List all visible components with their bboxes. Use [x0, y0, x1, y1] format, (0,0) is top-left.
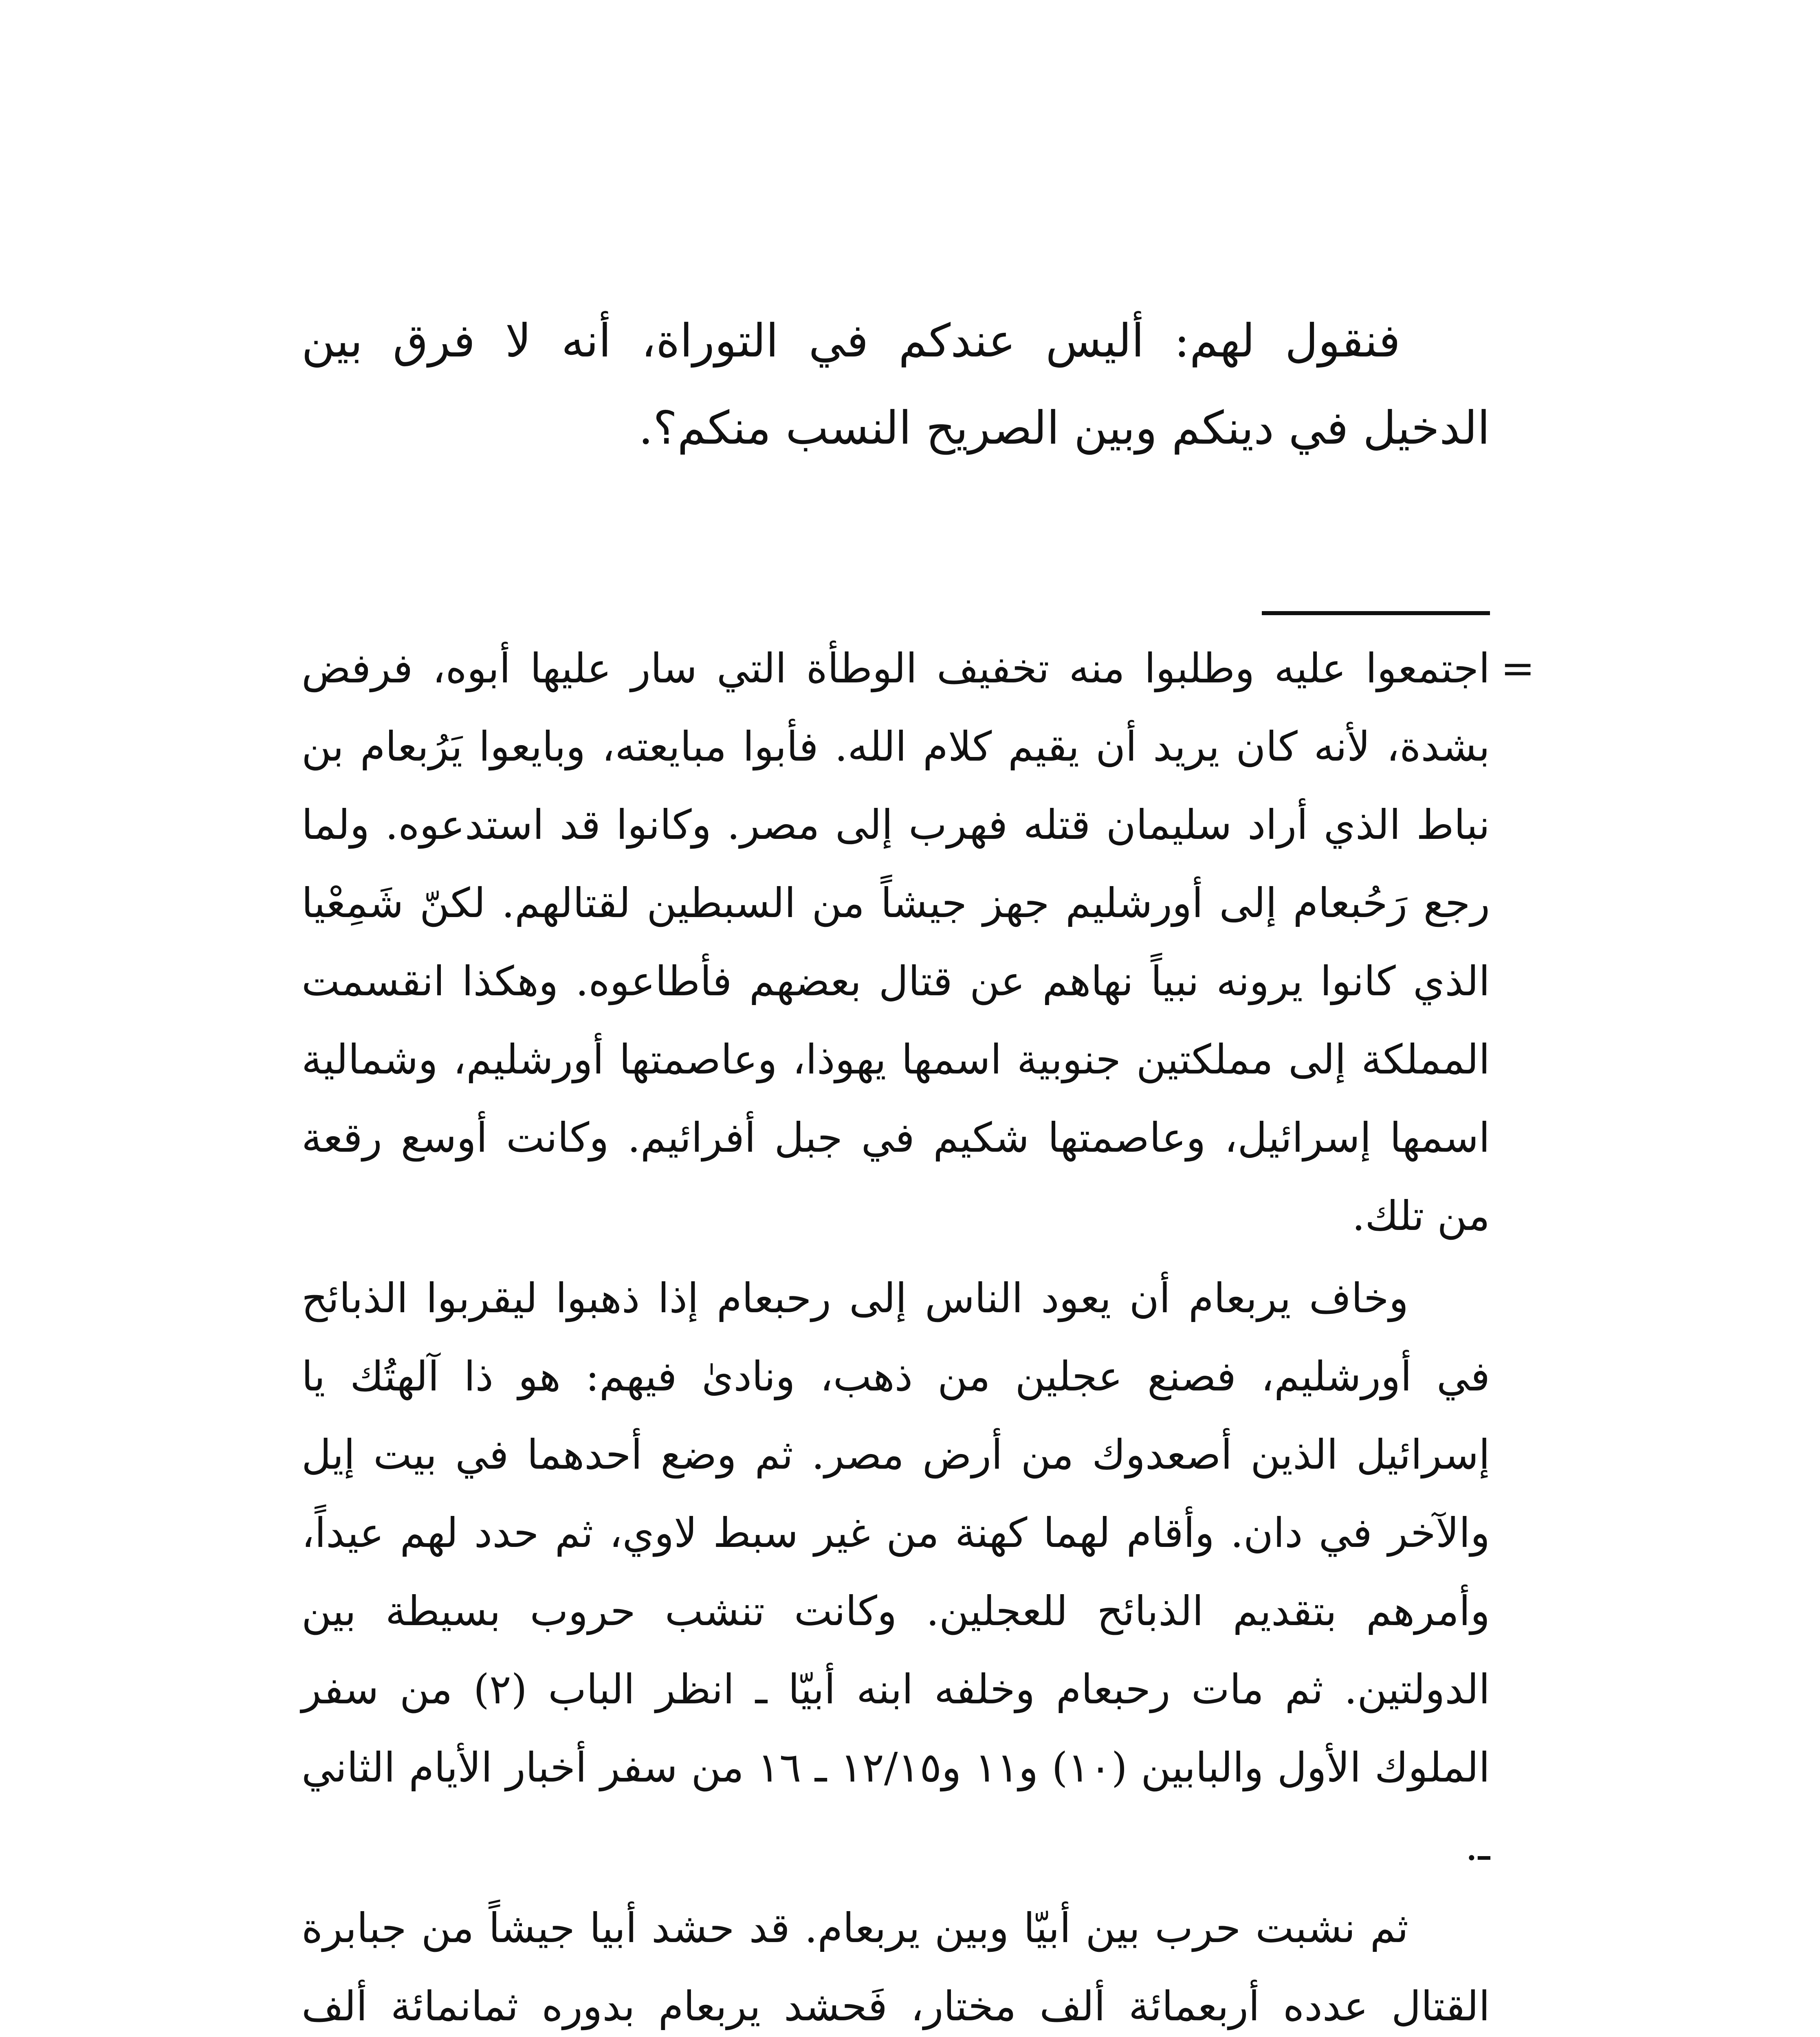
footnote-separator: [1262, 611, 1490, 615]
main-paragraph: فنقول لهم: أليس عندكم في التوراة، أنه لا فرق بين الدخيل في دينكم وبين الصريح النسب منكم؟.: [301, 315, 1490, 455]
footnote-paragraph-3: ثم نشبت حرب بين أبيّا وبين يربعام. قد حشد أبيا جيشاً من جبابرة القتال عدده أربعمائة ألف مختار، فَحشد يربعام بدوره ثمانمائة ألف: [301, 1904, 1490, 2030]
footnote-paragraph-2: وخاف يربعام أن يعود الناس إلى رحبعام إذا ذهبوا ليقربوا الذبائح في أورشليم، فصنع عجلين من ذهب، ونادىٰ فيهم: هو ذا آلهتُك يا إسرائيل الذين أصعدوك من أرض مصر. ثم وضع أحدهما في بيت إيل والآخر في دان. وأقام لهما كهنة من غير سبط لاوي، ثم حدد لهم عيداً، وأمرهم بتقديم الذبائح للعجلين. وكانت تنشب حروب بسيطة بين الدولتين. ثم مات رحبعام وخلفه ابنه أبيّا ـ انظر الباب (٢) من سفر الملوك الأول والبابين (١٠) و١١ و١٢/١٥ ـ ١٦ من سفر أخبار الأيام الثاني ـ.: [301, 1274, 1490, 1870]
footnotes: [301, 629, 1535, 2037]
footnote-continuation-marker: =: [1501, 645, 1535, 692]
footnote-paragraph-1-text: اجتمعوا عليه وطلبوا منه تخفيف الوطأة التي سار عليها أبوه، فرفض بشدة، لأنه كان يريد أن يقيم كلام الله. فأبوا مبايعته، وبايعوا يَرُبعام بن نباط الذي أراد سليمان قتله فهرب إلى مصر. وكانوا قد استدعوه. ولما رجع رَحُبعام إلى أورشليم جهز جيشاً من السبطين لقتالهم. لكنّ شَمِعْيا الذي كانوا يرونه نبياً نهاهم عن قتال بعضهم فأطاعوه. وهكذا انقسمت المملكة إلى مملكتين جنوبية اسمها يهوذا، وعاصمتها أورشليم، وشمالية اسمها إسرائيل، وعاصمتها شكيم في جبل أفرائيم. وكانت أوسع رقعة من تلك.: [301, 645, 1490, 1240]
footnote-paragraph-1: [301, 629, 1535, 1255]
